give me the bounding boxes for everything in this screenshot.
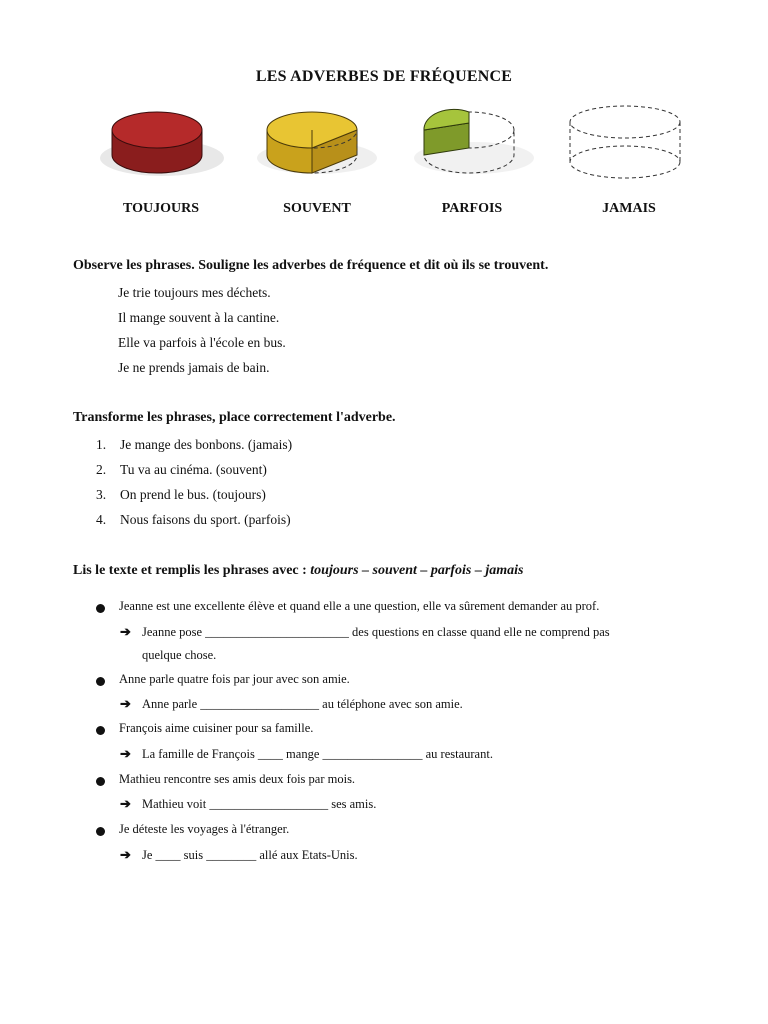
exercise-prompt: Mathieu rencontre ses amis deux fois par mois. (119, 772, 356, 786)
bullet-icon (96, 604, 105, 613)
pie-toujours-top (112, 112, 202, 148)
label-parfois: PARFOIS (441, 201, 503, 216)
pie-parfois-icon (402, 100, 542, 195)
label-toujours: TOUJOURS (123, 201, 199, 216)
exercise-answer: Anne parle ___________________ au téléphone avec son amie. (142, 697, 463, 711)
exercise-answer: Je ____ suis ________ allé aux Etats-Unis. (142, 848, 358, 862)
sentence: Je trie toujours mes déchets. (118, 285, 271, 300)
exercise-prompt: François aime cuisiner pour sa famille. (119, 721, 314, 735)
exercise-prompt: Je déteste les voyages à l'étranger. (119, 822, 290, 836)
section3-title: Lis le texte et remplis les phrases avec : toujours – souvent – parfois – jamais (73, 563, 524, 578)
sentence: Il mange souvent à la cantine. (118, 310, 280, 325)
section2-title: Transforme les phrases, place correctement l'adverbe. (73, 410, 396, 425)
numbered-item: 3. On prend le bus. (toujours) (96, 487, 266, 502)
pie-souvent-icon (245, 100, 385, 195)
arrow-right-icon: ➔ (120, 624, 131, 639)
label-souvent: SOUVENT (283, 201, 351, 216)
exercise-prompt: Jeanne est une excellente élève et quand elle a une question, elle va sûrement demander au prof. (119, 599, 600, 613)
exercise-answer: La famille de François ____ mange ________________ au restaurant. (142, 747, 493, 761)
sentence: Je ne prends jamais de bain. (118, 360, 270, 375)
pie-toujours-icon (90, 100, 230, 195)
section1-title: Observe les phrases. Souligne les adverbes de fréquence et dit où ils se trouvent. (73, 258, 549, 273)
numbered-item: 4. Nous faisons du sport. (parfois) (96, 512, 291, 527)
exercise-answer-cont: quelque chose. (142, 648, 217, 662)
exercise-answer: Jeanne pose _______________________ des questions en classe quand elle ne comprend pas (142, 625, 610, 639)
adverb-list: toujours – souvent – parfois – jamais (310, 563, 524, 578)
bullet-icon (96, 677, 105, 686)
page-title: LES ADVERBES DE FRÉQUENCE (255, 68, 513, 85)
arrow-right-icon: ➔ (120, 847, 131, 862)
label-jamais: JAMAIS (602, 201, 656, 216)
bullet-icon (96, 726, 105, 735)
numbered-item: 1. Je mange des bonbons. (jamais) (96, 437, 293, 452)
sentence: Elle va parfois à l'école en bus. (118, 335, 286, 350)
bullet-icon (96, 777, 105, 786)
arrow-right-icon: ➔ (120, 696, 131, 711)
arrow-right-icon: ➔ (120, 796, 131, 811)
exercise-answer: Mathieu voit ___________________ ses amis. (142, 797, 377, 811)
bullet-icon (96, 827, 105, 836)
arrow-right-icon: ➔ (120, 746, 131, 761)
pie-jamais-icon (558, 100, 698, 195)
numbered-item: 2. Tu va au cinéma. (souvent) (96, 462, 267, 477)
exercise-prompt: Anne parle quatre fois par jour avec son amie. (119, 672, 350, 686)
